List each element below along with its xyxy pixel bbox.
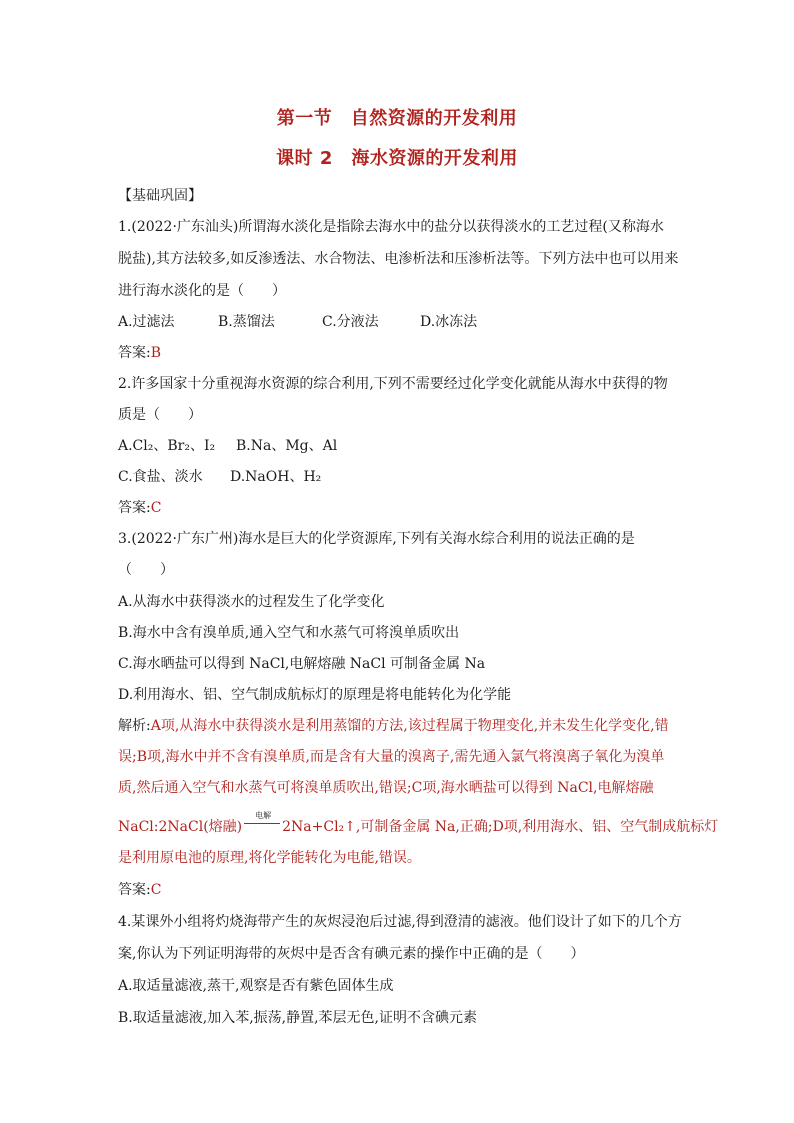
electrolysis-condition: 电解: [255, 811, 272, 820]
q2-option-d: D.NaOH、H₂: [230, 469, 322, 485]
q1-option-b: B.蒸馏法: [218, 314, 275, 330]
q2-stem-line-1: 2.许多国家十分重视海水资源的综合利用,下列不需要经过化学变化就能从海水中获得的物: [118, 376, 668, 392]
lesson-title: 课时 2 海水资源的开发利用: [276, 148, 518, 169]
q2-option-a: A.Cl₂、Br₂、I₂: [118, 438, 216, 454]
q3-analysis-text-4: ,可制备金属 Na,正确;D项,利用海水、铝、空气制成航标灯: [355, 819, 719, 835]
q4-option-b: B.取适量滤液,加入苯,振荡,静置,苯层无色,证明不含碘元素: [118, 1010, 477, 1026]
q1-stem-line-2: 脱盐),其方法较多,如反渗透法、水合物法、电渗析法和压渗析法等。下列方法中也可以用来: [118, 251, 679, 267]
q1-option-a: A.过滤法: [118, 314, 175, 330]
q3-answer: [118, 880, 688, 900]
q3-stem-line-1: 3.(2022·广东广州)海水是巨大的化学资源库,下列有关海水综合利用的说法正确的是: [118, 531, 635, 547]
q3-option-d: D.利用海水、铝、空气制成航标灯的原理是将电能转化为化学能: [118, 687, 512, 703]
q3-analysis-line-1: [118, 716, 688, 736]
q3-answer-value: C: [150, 882, 162, 898]
q3-analysis-line-2: 误;B项,海水中并不含有溴单质,而是含有大量的溴离子,需先通入氯气将溴离子氧化为溴单: [118, 749, 665, 765]
q1-option-c: C.分液法: [322, 314, 379, 330]
q3-option-b: B.海水中含有溴单质,通入空气和水蒸气可将溴单质吹出: [118, 625, 460, 641]
q3-stem-line-2: （ ）: [118, 562, 174, 578]
q1-stem-line-1: 1.(2022·广东汕头)所谓海水淡化是指除去海水中的盐分以获得淡水的工艺过程(又称海水: [118, 219, 664, 235]
q2-answer-label: 答案:: [118, 500, 151, 516]
q2-option-c: C.食盐、淡水: [118, 469, 203, 485]
q1-option-d: D.冰冻法: [420, 314, 478, 330]
q3-analysis-label: 解析:: [118, 718, 151, 734]
q2-stem-line-2: 质是（ ）: [118, 407, 202, 423]
q1-answer: [118, 343, 688, 363]
q1-answer-value: B: [150, 345, 162, 361]
q4-option-a: A.取适量滤液,蒸干,观察是否有紫色固体生成: [118, 978, 394, 994]
q1-answer-label: 答案:: [118, 345, 151, 361]
equation-bar: [244, 823, 280, 824]
q2-answer: [118, 498, 688, 518]
q4-stem-line-1: 4.某课外小组将灼烧海带产生的灰烬浸泡后过滤,得到澄清的滤液。他们设计了如下的几个方: [118, 914, 682, 930]
q3-equation-left: NaCl:2NaCl(熔融): [118, 819, 243, 835]
q3-analysis-line-3: 质,然后通入空气和水蒸气可将溴单质吹出,错误;C项,海水晒盐可以得到 NaCl,电解熔融: [118, 780, 654, 796]
q3-option-a: A.从海水中获得淡水的过程发生了化学变化: [118, 594, 385, 610]
q3-answer-label: 答案:: [118, 882, 151, 898]
q4-stem-line-2: 案,你认为下列证明海带的灰烬中是否含有碘元素的操作中正确的是（ ）: [118, 946, 585, 962]
q2-answer-value: C: [150, 500, 162, 516]
q3-option-c: C.海水晒盐可以得到 NaCl,电解熔融 NaCl 可制备金属 Na: [118, 656, 486, 672]
section-label: 【基础巩固】: [118, 188, 202, 204]
q3-analysis-line-4: [118, 811, 719, 837]
electrolysis-arrow: [244, 811, 280, 830]
q3-analysis-text-1: A项,从海水中获得淡水是利用蒸馏的方法,该过程属于物理变化,并未发生化学变化,错: [150, 718, 669, 734]
section-title: 第一节 自然资源的开发利用: [276, 108, 518, 129]
q2-option-b: B.Na、Mg、Al: [236, 438, 338, 454]
q3-equation-right: 2Na+Cl₂↑: [282, 819, 356, 835]
q1-stem-line-3: 进行海水淡化的是（ ）: [118, 283, 286, 299]
q3-analysis-line-5: 是利用原电池的原理,将化学能转化为电能,错误。: [118, 850, 421, 866]
